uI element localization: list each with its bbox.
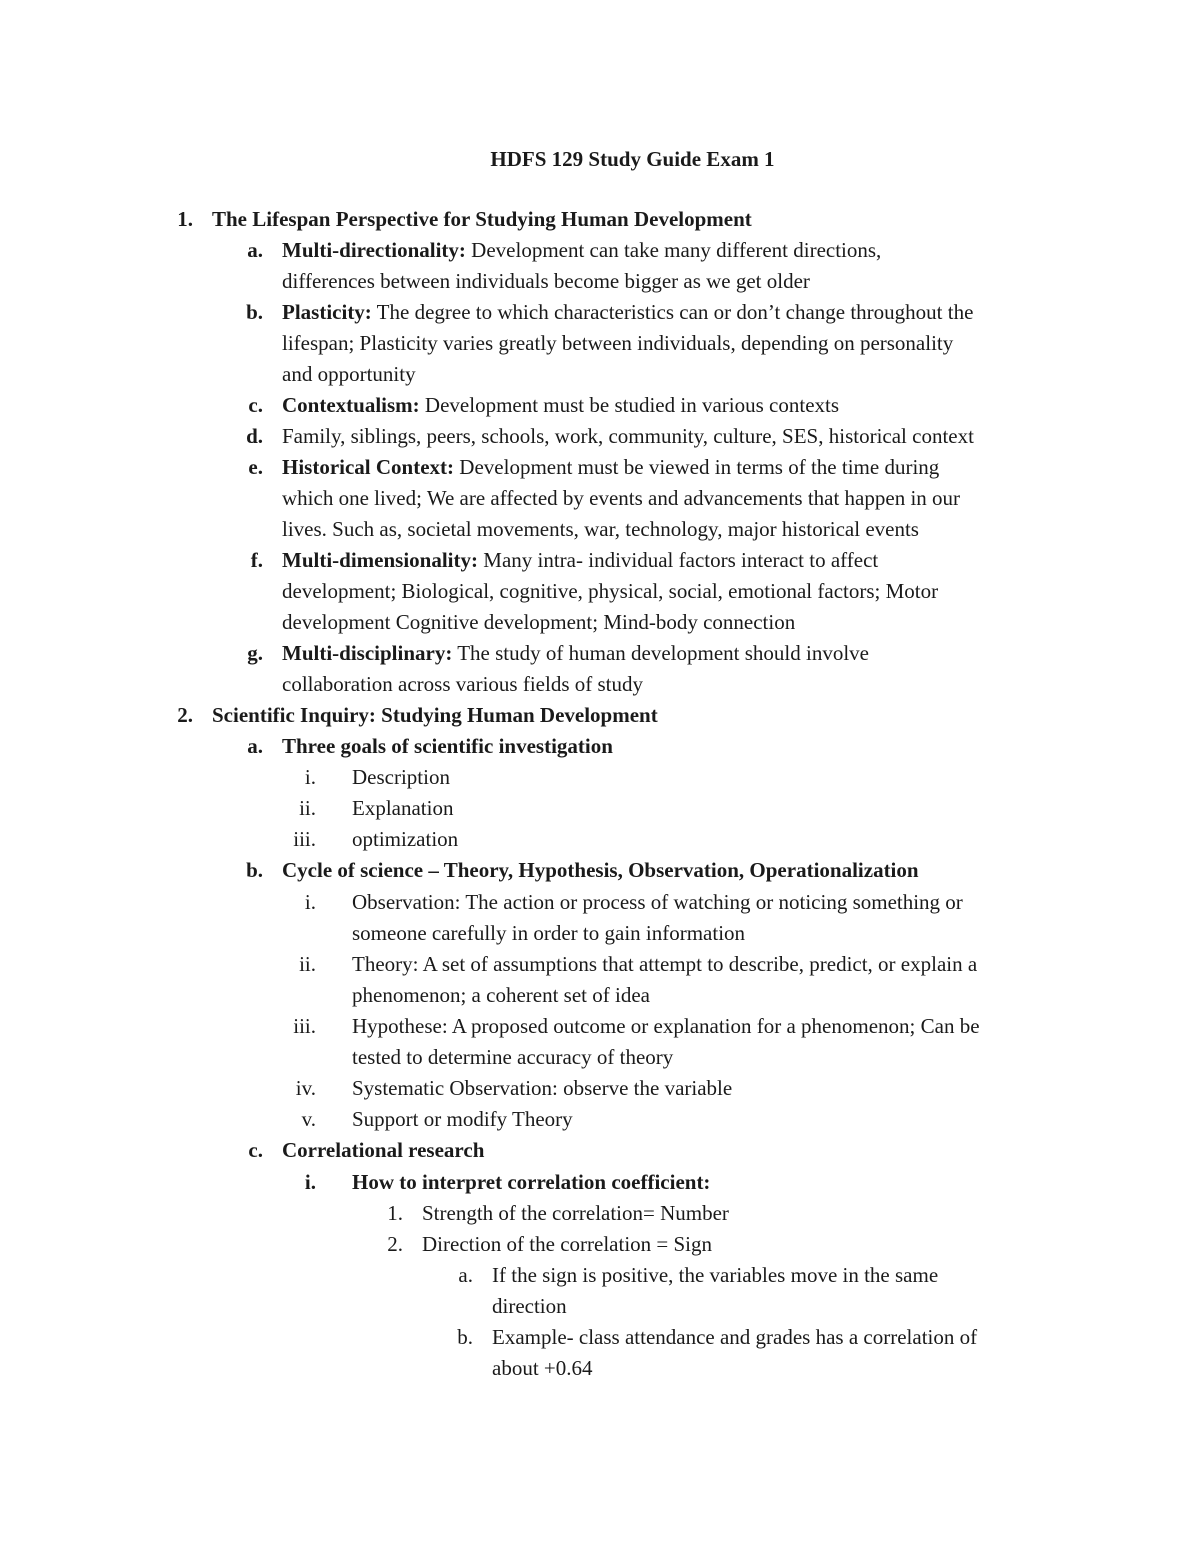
item-1b-line-2: lifespan; Plasticity varies greatly between individuals, depending on personality bbox=[282, 331, 954, 355]
item-2c-marker: c. bbox=[248, 1138, 263, 1162]
item-1f-line-2: development; Biological, cognitive, physical, social, emotional factors; Motor bbox=[282, 579, 939, 603]
item-2a-i-marker: i. bbox=[304, 765, 316, 789]
item-1d-line-1: Family, siblings, peers, schools, work, community, culture, SES, historical context bbox=[282, 424, 974, 448]
note-b-line-1: Example- class attendance and grades has a correlation of bbox=[492, 1325, 978, 1349]
item-1f-marker: f. bbox=[250, 548, 263, 572]
item-1b-line-1 bbox=[282, 297, 973, 328]
item-1g-line-1 bbox=[282, 638, 869, 669]
item-1a-line-2: differences between individuals become bigger as we get older bbox=[282, 269, 810, 293]
item-1g-marker: g. bbox=[247, 641, 263, 665]
item-1e-term: Historical Context: bbox=[282, 455, 455, 479]
item-2b-iii-line-1: Hypothese: A proposed outcome or explanation for a phenomenon; Can be bbox=[352, 1014, 980, 1038]
item-1e-text: Development must be viewed in terms of the time during bbox=[454, 455, 940, 479]
item-2b-i-line-1: Observation: The action or process of watching or noticing something or bbox=[352, 890, 963, 914]
item-2b-v-text: Support or modify Theory bbox=[352, 1107, 573, 1131]
item-2b-term: Cycle of science – Theory, Hypothesis, Observation, Operationalization bbox=[282, 858, 919, 882]
section-1-marker: 1. bbox=[177, 207, 193, 231]
item-1d-marker: d. bbox=[246, 424, 263, 448]
section-1-heading: The Lifespan Perspective for Studying Human Development bbox=[212, 207, 752, 231]
item-1b-text: The degree to which characteristics can or don’t change throughout the bbox=[371, 300, 974, 324]
item-1c-marker: c. bbox=[248, 393, 263, 417]
point-1-text: Strength of the correlation= Number bbox=[422, 1201, 729, 1225]
item-2a-i-text: Description bbox=[352, 765, 450, 789]
item-1f-line-3: development Cognitive development; Mind-body connection bbox=[282, 610, 796, 634]
item-1e-line-2: which one lived; We are affected by events and advancements that happen in our bbox=[282, 486, 961, 510]
note-a-line-1: If the sign is positive, the variables move in the same bbox=[492, 1263, 939, 1287]
item-2b-iv-text: Systematic Observation: observe the variable bbox=[352, 1076, 733, 1100]
document-title: HDFS 129 Study Guide Exam 1 bbox=[490, 147, 775, 171]
item-1c-term: Contextualism: bbox=[282, 393, 420, 417]
item-1f-line-1 bbox=[282, 545, 878, 576]
item-2c-i-marker: i. bbox=[304, 1170, 316, 1194]
item-2a-iii-marker: iii. bbox=[293, 827, 316, 851]
section-2-heading: Scientific Inquiry: Studying Human Development bbox=[212, 703, 658, 727]
section-2-marker: 2. bbox=[177, 703, 193, 727]
item-1e-line-3: lives. Such as, societal movements, war, technology, major historical events bbox=[282, 517, 919, 541]
item-2c-term: Correlational research bbox=[282, 1138, 485, 1162]
item-1c-line-1 bbox=[282, 390, 839, 421]
point-2-text: Direction of the correlation = Sign bbox=[422, 1232, 713, 1256]
item-2b-ii-marker: ii. bbox=[299, 952, 316, 976]
item-2a-iii-text: optimization bbox=[352, 827, 459, 851]
item-2b-i-line-2: someone carefully in order to gain information bbox=[352, 921, 746, 945]
item-2b-v-marker: v. bbox=[301, 1107, 316, 1131]
item-1e-marker: e. bbox=[248, 455, 263, 479]
item-2b-ii-line-2: phenomenon; a coherent set of idea bbox=[352, 983, 650, 1007]
item-2a-ii-marker: ii. bbox=[299, 796, 316, 820]
item-2b-iii-line-2: tested to determine accuracy of theory bbox=[352, 1045, 674, 1069]
item-2c-i-label: How to interpret correlation coefficient: bbox=[352, 1170, 711, 1194]
item-1a-marker: a. bbox=[247, 238, 263, 262]
item-1f-text: Many intra- individual factors interact to affect bbox=[478, 548, 879, 572]
item-1g-line-2: collaboration across various fields of study bbox=[282, 672, 643, 696]
point-1-marker: 1. bbox=[387, 1201, 403, 1225]
item-2b-marker: b. bbox=[246, 858, 263, 882]
item-1a-term: Multi-directionality: bbox=[282, 238, 466, 262]
item-1e-line-1 bbox=[282, 452, 939, 483]
item-1c-text: Development must be studied in various contexts bbox=[419, 393, 840, 417]
note-b-marker: b. bbox=[457, 1325, 473, 1349]
item-1b-term: Plasticity: bbox=[282, 300, 372, 324]
note-a-line-2: direction bbox=[492, 1294, 567, 1318]
item-2a-ii-text: Explanation bbox=[352, 796, 454, 820]
item-2b-ii-line-1: Theory: A set of assumptions that attempt to describe, predict, or explain a bbox=[352, 952, 978, 976]
item-2b-iii-marker: iii. bbox=[293, 1014, 316, 1038]
item-1b-line-3: and opportunity bbox=[282, 362, 416, 386]
point-2-marker: 2. bbox=[387, 1232, 403, 1256]
item-1f-term: Multi-dimensionality: bbox=[282, 548, 479, 572]
item-1a-text: Development can take many different directions, bbox=[465, 238, 882, 262]
item-2b-iv-marker: iv. bbox=[295, 1076, 316, 1100]
item-1g-text: The study of human development should involve bbox=[452, 641, 869, 665]
item-1g-term: Multi-disciplinary: bbox=[282, 641, 453, 665]
note-a-marker: a. bbox=[458, 1263, 473, 1287]
item-2b-i-marker: i. bbox=[304, 890, 316, 914]
item-2a-marker: a. bbox=[247, 734, 263, 758]
item-1a-line-1 bbox=[282, 235, 881, 266]
note-b-line-2: about +0.64 bbox=[492, 1356, 593, 1380]
item-2a-term: Three goals of scientific investigation bbox=[282, 734, 613, 758]
item-1b-marker: b. bbox=[246, 300, 263, 324]
